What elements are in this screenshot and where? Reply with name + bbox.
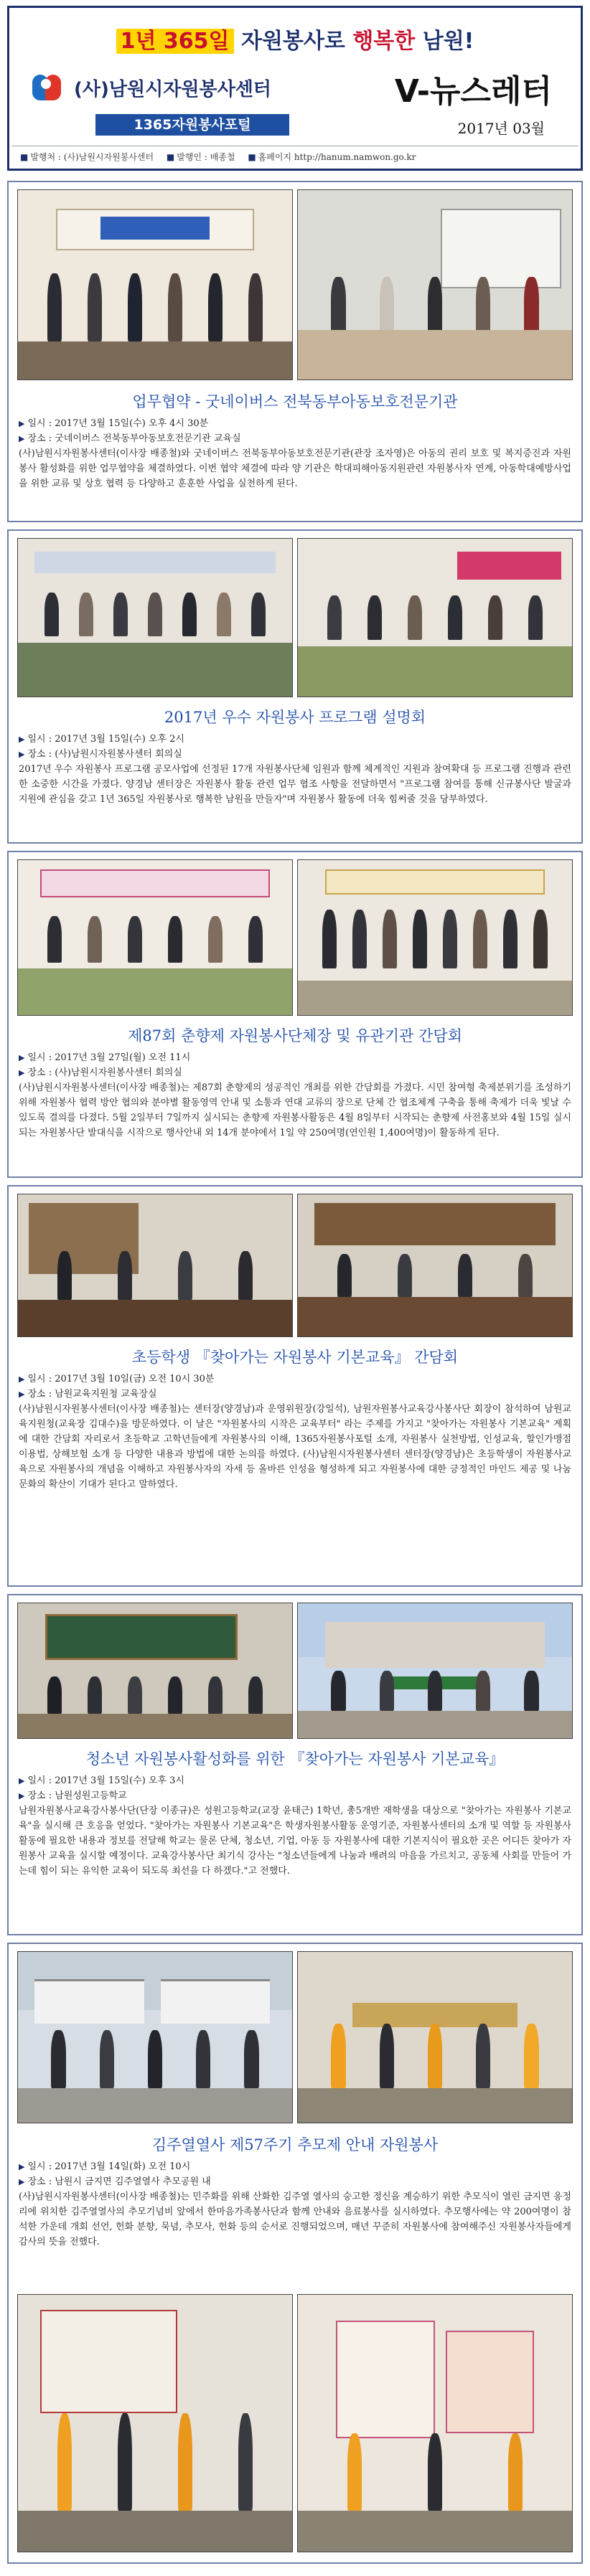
section-title: 업무협약 - 굿네이버스 전북동부아동보호전문기관	[132, 393, 458, 410]
event-photo	[297, 1951, 573, 2123]
section-body	[19, 2159, 571, 2250]
event-photo	[17, 1603, 293, 1739]
org-logo-icon	[31, 72, 68, 103]
photo-row	[17, 2294, 573, 2552]
tagline-highlight: 1년 365일	[116, 29, 234, 54]
section-text: 2017년 우수 자원봉사 프로그램 공모사업에 선정된 17개 자원봉사단체 임원과 함께 체계적인 지원과 참여확대 등 프로그램 진행과 관련한 소중한 시간을 가졌다. 양경남 센터장은 자원봉사 활동 관련 업무 협조 사항을 전달하면서 "프로그램 참여를 통해 신규봉사단 발굴과 지원에 관심을 갖고 1년 365일 자원봉사로 행복한 남원을 만들자"며 자원봉사 활동에 더욱 힘써줄 것을 당부하였다.	[19, 764, 571, 805]
section-text: (사)남원시자원봉사센터(이사장 배종철)와 굿네이버스 전북동부아동보호전문기관(관장 조자영)은 아동의 권리 보호 및 복지증진과 자원봉사 활성화를 위한 업무협약을 체결하였다. 이번 협약 체결에 따라 양 기관은 학대피해아동지원관련 자원봉사자 연계, 아동학대예방사업을 위한 교류 및 상호 협력 등 다양하고 훈훈한 사업을 실천하게 된다.	[19, 448, 571, 489]
portal-link[interactable]: 1365자원봉사포털	[95, 114, 289, 136]
news-section	[7, 1943, 583, 2564]
event-photo	[297, 1603, 573, 1739]
section-text: (사)남원시자원봉사센터(이사장 배종철)는 센터장(양경남)과 운영위원장(강일석), 남원자원봉사교육강사봉사단 회장이 참석하여 남원교육지원청(교육장 김대수)을 방문하였다. 이 날은 "자원봉사의 시작은 교육부터" 라는 주제를 가지고 "찾아가는 자원봉사 기본교육" 계획에 대한 간담회 자리로서 초등학교 고학년들에게 자원봉사의 이해, 1365자원봉사포털 소개, 자원봉사 실천방법, 인성교육, 할인가맹점 이용법, 상해보험 소개 등 다양한 내용과 방법에 대한 논의를 하였다. (사)남원시자원봉사센터 센터장(양경남)은 초등학생이 자원봉사교육으로 자원봉사의 개념을 이해하고 자원봉사자의 자세 등 올바른 인성을 형성하게 되고 자원봉사에 대한 긍정적인 마인드 제공 및 나눔 문화의 확산이 기대가 된다고 말하였다.	[19, 1404, 571, 1490]
issue-date: 2017년 03월	[457, 120, 545, 137]
tagline-end: 남원!	[415, 29, 474, 54]
section-body	[19, 1372, 571, 1492]
homepage-link[interactable]: 홈페이지 http://hanum.namwon.go.kr	[258, 152, 416, 162]
news-section	[7, 529, 583, 844]
news-section	[7, 851, 583, 1178]
publisher-info: ■ 발행처 : (사)남원시자원봉사센터 ■ 발행인 : 배종철 ■ 홈페이지 http://hanum.namwon.go.kr	[11, 146, 579, 166]
tagline	[116, 29, 474, 54]
event-photo	[17, 1951, 293, 2123]
section-title: 초등학생 『찾아가는 자원봉사 기본교육』 간담회	[131, 1349, 459, 1366]
event-photo	[17, 2294, 293, 2552]
event-place: ▶ 장소 : 남원교육지원청 교육장실	[19, 1389, 157, 1400]
news-section	[7, 1594, 583, 1935]
event-photo	[17, 538, 293, 697]
org-name: (사)남원시자원봉사센터	[74, 78, 271, 100]
event-photo	[297, 2294, 573, 2552]
event-photo	[17, 1194, 293, 1337]
section-body	[19, 732, 571, 807]
newsletter-title: V-뉴스레터	[394, 73, 552, 110]
section-text: 남원자원봉사교육강사봉사단(단장 이종규)은 성원고등학교(교장 윤태근) 1학년, 총5개반 재학생을 대상으로 "찾아가는 자원봉사 기본교육"을 실시해 큰 호응을 얻었다. "찾아가는 자원봉사 기본교육"은 학생자원봉사활동 운영기준, 자원봉사센터의 소개 및 역할 등 자원봉사활동에 필요한 내용과 정보를 전달해 학교는 물론 단체, 청소년, 기업, 아동 등 자원봉사에 대한 기본지식이 필요한 곳은 어디든 찾아가 자원봉사 교육을 실시할 예정이다. 교육강사봉사단 최기식 강사는 "청소년들에게 나눔과 배려의 마음을 가르치고, 공동체 사회를 만들어 가는데 힘이 되는 유익한 교육이 되도록 최선을 다 하겠다."고 전했다.	[19, 1806, 571, 1877]
event-place: ▶ 장소 : (사)남원시자원봉사센터 회의실	[19, 1067, 182, 1078]
event-date: ▶ 일시 : 2017년 3월 27일(월) 오전 11시	[19, 1052, 191, 1063]
org-logo-row	[31, 69, 296, 106]
photo-row	[17, 538, 573, 697]
tagline-banner	[11, 10, 579, 62]
publisher: 발행처 : (사)남원시자원봉사센터	[30, 152, 154, 162]
event-photo	[17, 859, 293, 1016]
event-date: ▶ 일시 : 2017년 3월 15일(수) 오후 2시	[19, 734, 184, 745]
event-photo	[297, 859, 573, 1016]
tagline-mid: 자원봉사로	[233, 29, 353, 54]
tagline-emphasis: 행복한	[352, 29, 416, 54]
photo-row	[17, 1194, 573, 1337]
event-photo	[297, 189, 573, 380]
event-place: ▶ 장소 : 굿네이버스 전북동부아동보호전문기관 교육실	[19, 433, 241, 444]
section-text: (사)남원시자원봉사센터(이사장 배종철)는 민주화를 위해 산화한 김주열 열사의 숭고한 정신을 계승하기 위한 추모식이 열린 금지면 옹정리에 위치한 김주열열사의 추모기념비 앞에서 한마음가족봉사단과 함께 안내와 음료봉사를 실시하였다. 추모행사에는 약 200여명이 참석한 가운데 개회 선언, 헌화 분향, 묵념, 추모사, 헌화 등의 순서로 진행되었으며, 매년 꾸준히 자원봉사에 참여해주신 자원봉사자들에게 감사의 뜻을 전했다.	[19, 2192, 571, 2247]
section-title: 청소년 자원봉사활성화를 위한 『찾아가는 자원봉사 기본교육』	[85, 1750, 505, 1768]
photo-row	[17, 1603, 573, 1739]
event-date: ▶ 일시 : 2017년 3월 15일(수) 오후 4시 30분	[19, 418, 209, 429]
event-photo	[297, 1194, 573, 1337]
section-title: 김주열열사 제57주기 추모제 안내 자원봉사	[151, 2136, 439, 2153]
section-text: (사)남원시자원봉사센터(이사장 배종철)는 제87회 춘향제의 성공적인 개최를 위한 간담회를 가졌다. 시민 참여형 축제분위기를 조성하기 위해 자원봉사 협력 방안 협의와 분야별 활동영역 안내 및 소통과 연대 교류의 장으로 단체 간 협조체계 구축을 통해 축제가 더욱 빛날 수 있도록 결의를 다졌다. 5월 2일부터 7일까지 실시되는 춘향제 자원봉사활동은 4월 8일부터 시작되는 춘향제 사전홍보와 4월 15일 실시되는 자원봉사단 발대식을 시작으로 행사안내 외 14개 분야에서 1일 약 250여명(연인원 1,400여명)이 활동하게 된다.	[19, 1082, 571, 1138]
section-body	[19, 1050, 571, 1141]
photo-row	[17, 859, 573, 1016]
news-section	[7, 1185, 583, 1587]
section-title: 제87회 춘향제 자원봉사단체장 및 유관기관 간담회	[128, 1027, 462, 1044]
section-body	[19, 1773, 571, 1879]
event-photo	[297, 538, 573, 697]
event-place: ▶ 장소 : 남원성원고등학교	[19, 1791, 127, 1801]
section-title: 2017년 우수 자원봉사 프로그램 설명회	[164, 709, 426, 726]
section-body	[19, 416, 571, 491]
event-date: ▶ 일시 : 2017년 3월 10일(금) 오전 10시 30분	[19, 1374, 215, 1384]
event-place: ▶ 장소 : (사)남원시자원봉사센터 회의실	[19, 749, 182, 760]
masthead	[7, 6, 583, 171]
photo-row	[17, 1951, 573, 2123]
news-section	[7, 181, 583, 522]
event-place: ▶ 장소 : 남원시 금지면 김주열열사 추모공원 내	[19, 2176, 211, 2187]
photo-row	[17, 189, 573, 380]
editor: 발행인 : 배종철	[177, 152, 235, 162]
event-date: ▶ 일시 : 2017년 3월 15일(수) 오후 3시	[19, 1775, 184, 1786]
event-date: ▶ 일시 : 2017년 3월 14일(화) 오전 10시	[19, 2161, 191, 2172]
event-photo	[17, 189, 293, 380]
